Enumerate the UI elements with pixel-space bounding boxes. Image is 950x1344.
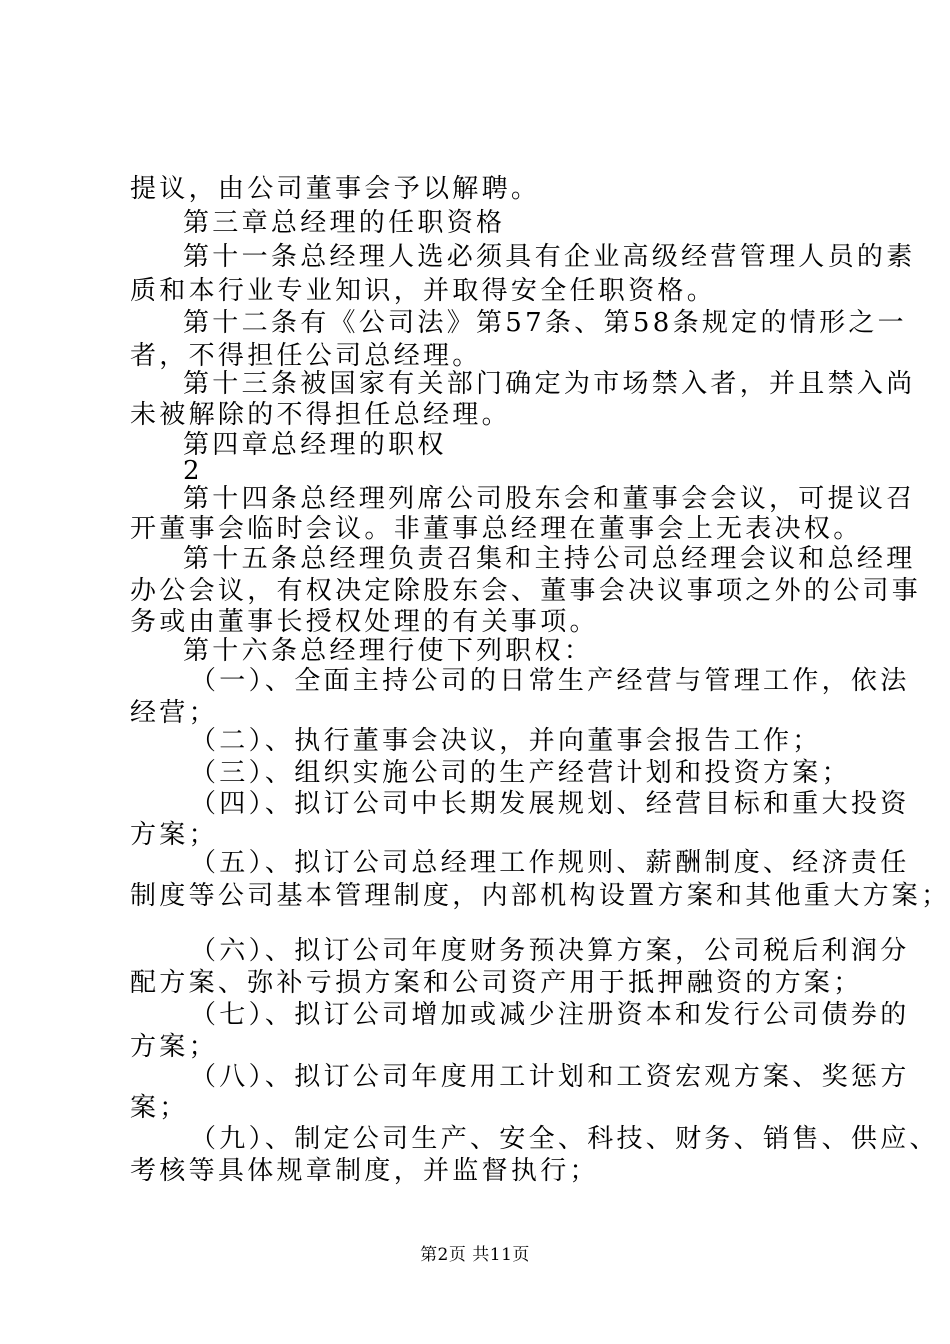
text-line: 案； — [130, 1093, 189, 1123]
text-line: 开董事会临时会议。非董事总经理在董事会上无表决权。 — [130, 514, 863, 544]
page-footer: 第2页 共11页 — [420, 1245, 530, 1265]
text-line: 未被解除的不得担任总经理。 — [130, 400, 511, 430]
text-line: 第十三条被国家有关部门确定为市场禁入者，并且禁入尚 — [183, 369, 916, 399]
text-line: 办公会议，有权决定除股东会、董事会决议事项之外的公司事 — [130, 576, 922, 606]
page-number-marker: 2 — [183, 456, 203, 486]
list-item: （八）、拟订公司年度用工计划和工资宏观方案、奖惩方 — [190, 1062, 910, 1092]
text-line: 第十六条总经理行使下列职权： — [183, 636, 594, 666]
list-item: （四）、拟订公司中长期发展规划、经营目标和重大投资 — [190, 789, 910, 819]
text-line: 制度等公司基本管理制度，内部机构设置方案和其他重大方案； — [130, 881, 950, 911]
text-line: 第十二条有《公司法》第57条、第58条规定的情形之一 — [183, 308, 907, 338]
text-line: 者，不得担任公司总经理。 — [130, 341, 482, 371]
text-line: 质和本行业专业知识，并取得安全任职资格。 — [130, 276, 717, 306]
chapter-heading: 第四章总经理的职权 — [183, 430, 447, 460]
text-line: 方案； — [130, 1032, 218, 1062]
text-line: 考核等具体规章制度，并监督执行； — [130, 1156, 599, 1186]
text-line: 配方案、弥补亏损方案和公司资产用于抵押融资的方案； — [130, 968, 863, 998]
list-item: （九）、制定公司生产、安全、科技、财务、销售、供应、 — [190, 1124, 939, 1154]
list-item: （七）、拟订公司增加或减少注册资本和发行公司债券的 — [190, 1000, 910, 1030]
list-item: （三）、组织实施公司的生产经营计划和投资方案； — [190, 758, 851, 788]
text-line: 方案； — [130, 820, 218, 850]
text-line: 务或由董事长授权处理的有关事项。 — [130, 607, 599, 637]
list-item: （五）、拟订公司总经理工作规则、薪酬制度、经济责任 — [190, 848, 910, 878]
text-line: 提议，由公司董事会予以解聘。 — [130, 174, 541, 204]
text-line: 第十一条总经理人选必须具有企业高级经营管理人员的素 — [183, 242, 916, 272]
chapter-heading: 第三章总经理的任职资格 — [183, 208, 506, 238]
list-item: （二）、执行董事会决议，并向董事会报告工作； — [190, 726, 822, 756]
list-item: （一）、全面主持公司的日常生产经营与管理工作，依法 — [190, 666, 910, 696]
text-line: 第十四条总经理列席公司股东会和董事会会议，可提议召 — [183, 484, 916, 514]
list-item: （六）、拟订公司年度财务预决算方案，公司税后利润分 — [190, 936, 910, 966]
text-line: 第十五条总经理负责召集和主持公司总经理会议和总经理 — [183, 544, 916, 574]
text-line: 经营； — [130, 698, 218, 728]
